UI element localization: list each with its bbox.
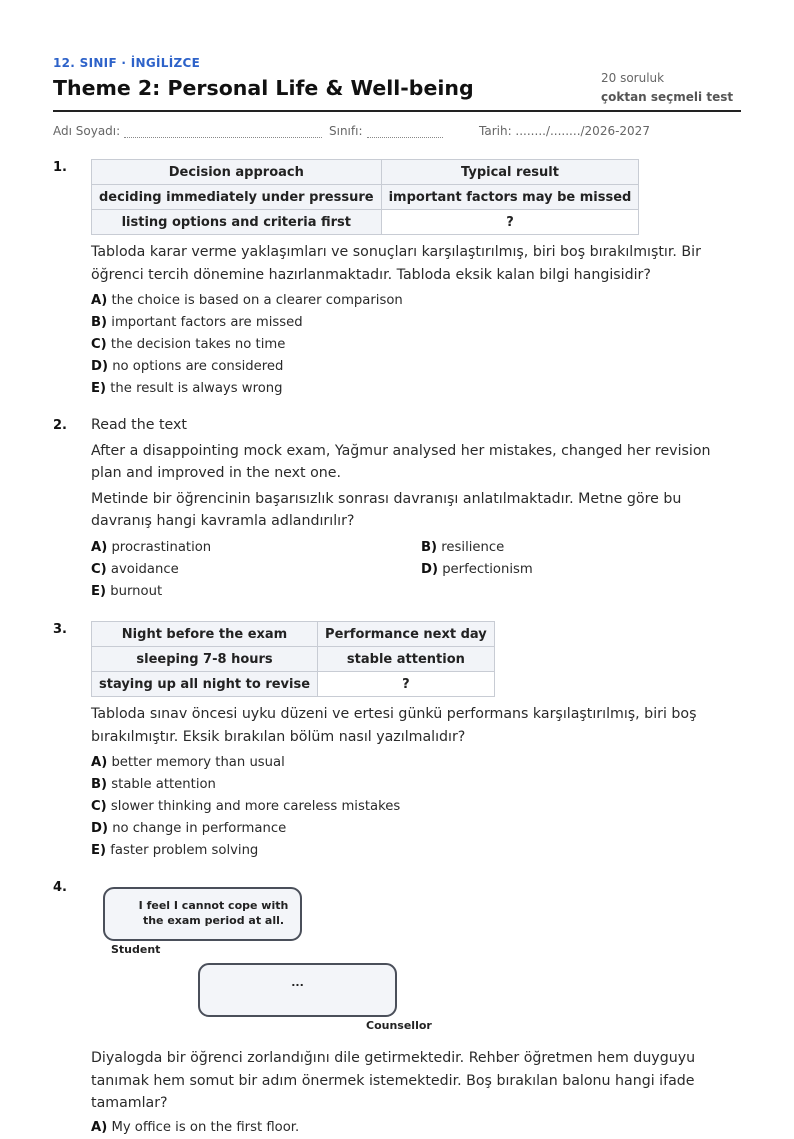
option-b[interactable]: B) important factors are missed [91, 315, 303, 330]
table-header-cell: Performance next day [318, 622, 495, 647]
option-b[interactable]: B) resilience [421, 539, 505, 555]
option-e[interactable]: E) the result is always wrong [91, 381, 283, 396]
question-3-stem: Tabloda sınav öncesi uyku düzeni ve ertesi günkü performans karşılaştırılmış, biri boş bırakılmıştır. Eksik bırakılan bölüm nasıl yazılmalıdır? [91, 706, 697, 745]
table-row [92, 210, 639, 235]
table-cell: deciding immediately under pressure [92, 185, 382, 210]
table-header-cell: Night before the exam [92, 622, 318, 647]
option-e[interactable]: E) burnout [91, 583, 163, 599]
option-a[interactable]: A) procrastination [91, 539, 212, 555]
question-1-stem: Tabloda karar verme yaklaşımları ve sonuçları karşılaştırılmış, biri boş bırakılmıştır. Bir öğrenci tercih dönemine hazırlanmaktadır. Tabloda eksik kalan bilgi hangisidir? [91, 244, 701, 283]
question-2 [91, 414, 736, 603]
option-b[interactable]: B) stable attention [91, 777, 216, 792]
class-field[interactable] [329, 124, 443, 138]
name-field[interactable] [53, 124, 322, 138]
class-blank [367, 127, 443, 138]
question-4-stem: Diyalogda bir öğrenci zorlandığını dile getirmektedir. Rehber öğretmen hem duyguyu tanımak hem somut bir adım önermek istemektedir. Boş bırakılan balonu hangi ifade tamamlar? [91, 1050, 696, 1111]
question-3-table [91, 621, 495, 697]
option-a[interactable]: A) My office is on the first floor. [91, 1119, 300, 1135]
question-2-stem: Metinde bir öğrencinin başarısızlık sonrası davranışı anlatılmaktadır. Metne göre bu davranış hangi kavramla adlandırılır? [91, 490, 682, 529]
question-2-intro: Read the text [91, 417, 187, 433]
test-type: çoktan seçmeli test [601, 90, 734, 104]
question-3 [91, 621, 736, 862]
question-3-number: 3. [53, 622, 67, 637]
question-1 [91, 159, 736, 400]
table-row [92, 185, 639, 210]
question-4-options [91, 1117, 736, 1139]
option-d[interactable]: D) no options are considered [91, 359, 284, 374]
table-cell: sleeping 7-8 hours [92, 647, 318, 672]
question-3-options [91, 752, 736, 862]
name-label: Adı Soyadı: [53, 124, 121, 138]
name-blank [124, 127, 322, 138]
table-header-row [92, 622, 495, 647]
table-cell-missing: ? [381, 210, 639, 235]
table-cell-missing: ? [318, 672, 495, 697]
option-c[interactable]: C) slower thinking and more careless mistakes [91, 799, 401, 814]
table-cell: staying up all night to revise [92, 672, 318, 697]
option-e[interactable]: E) faster problem solving [91, 843, 259, 858]
option-a[interactable]: A) the choice is based on a clearer comparison [91, 293, 403, 308]
table-row [92, 647, 495, 672]
student-label: Student [111, 943, 161, 956]
option-d[interactable]: D) no change in performance [91, 821, 287, 836]
question-2-number: 2. [53, 418, 67, 433]
table-cell: listing options and criteria first [92, 210, 382, 235]
header-divider [53, 110, 741, 112]
question-1-options [91, 290, 736, 400]
student-speech-bubble: I feel I cannot cope with the exam period at all. [103, 887, 302, 941]
question-2-passage: After a disappointing mock exam, Yağmur analysed her mistakes, changed her revision plan and improved in the next one. [91, 442, 711, 481]
counsellor-speech-bubble: ... [198, 963, 397, 1017]
option-d[interactable]: D) perfectionism [421, 561, 533, 577]
date-label: Tarih: ......../......../2026-2027 [479, 124, 650, 138]
question-1-number: 1. [53, 160, 67, 175]
page-title: Theme 2: Personal Life & Well-being [53, 76, 474, 100]
grade-subject-label: 12. SINIF · İNGİLİZCE [53, 56, 201, 70]
table-cell: important factors may be missed [381, 185, 639, 210]
date-field[interactable] [479, 124, 650, 138]
question-count: 20 soruluk [601, 71, 665, 85]
question-4-number: 4. [53, 880, 67, 895]
option-a[interactable]: A) better memory than usual [91, 755, 285, 770]
counsellor-label: Counsellor [366, 1019, 432, 1032]
option-c[interactable]: C) avoidance [91, 561, 179, 577]
table-cell: stable attention [318, 647, 495, 672]
question-2-options [91, 537, 736, 603]
table-header-row [92, 160, 639, 185]
table-header-cell: Decision approach [92, 160, 382, 185]
table-header-cell: Typical result [381, 160, 639, 185]
question-4 [91, 1047, 736, 1139]
table-row [92, 672, 495, 697]
question-1-table [91, 159, 639, 235]
class-label: Sınıfı: [329, 124, 363, 138]
option-c[interactable]: C) the decision takes no time [91, 337, 286, 352]
